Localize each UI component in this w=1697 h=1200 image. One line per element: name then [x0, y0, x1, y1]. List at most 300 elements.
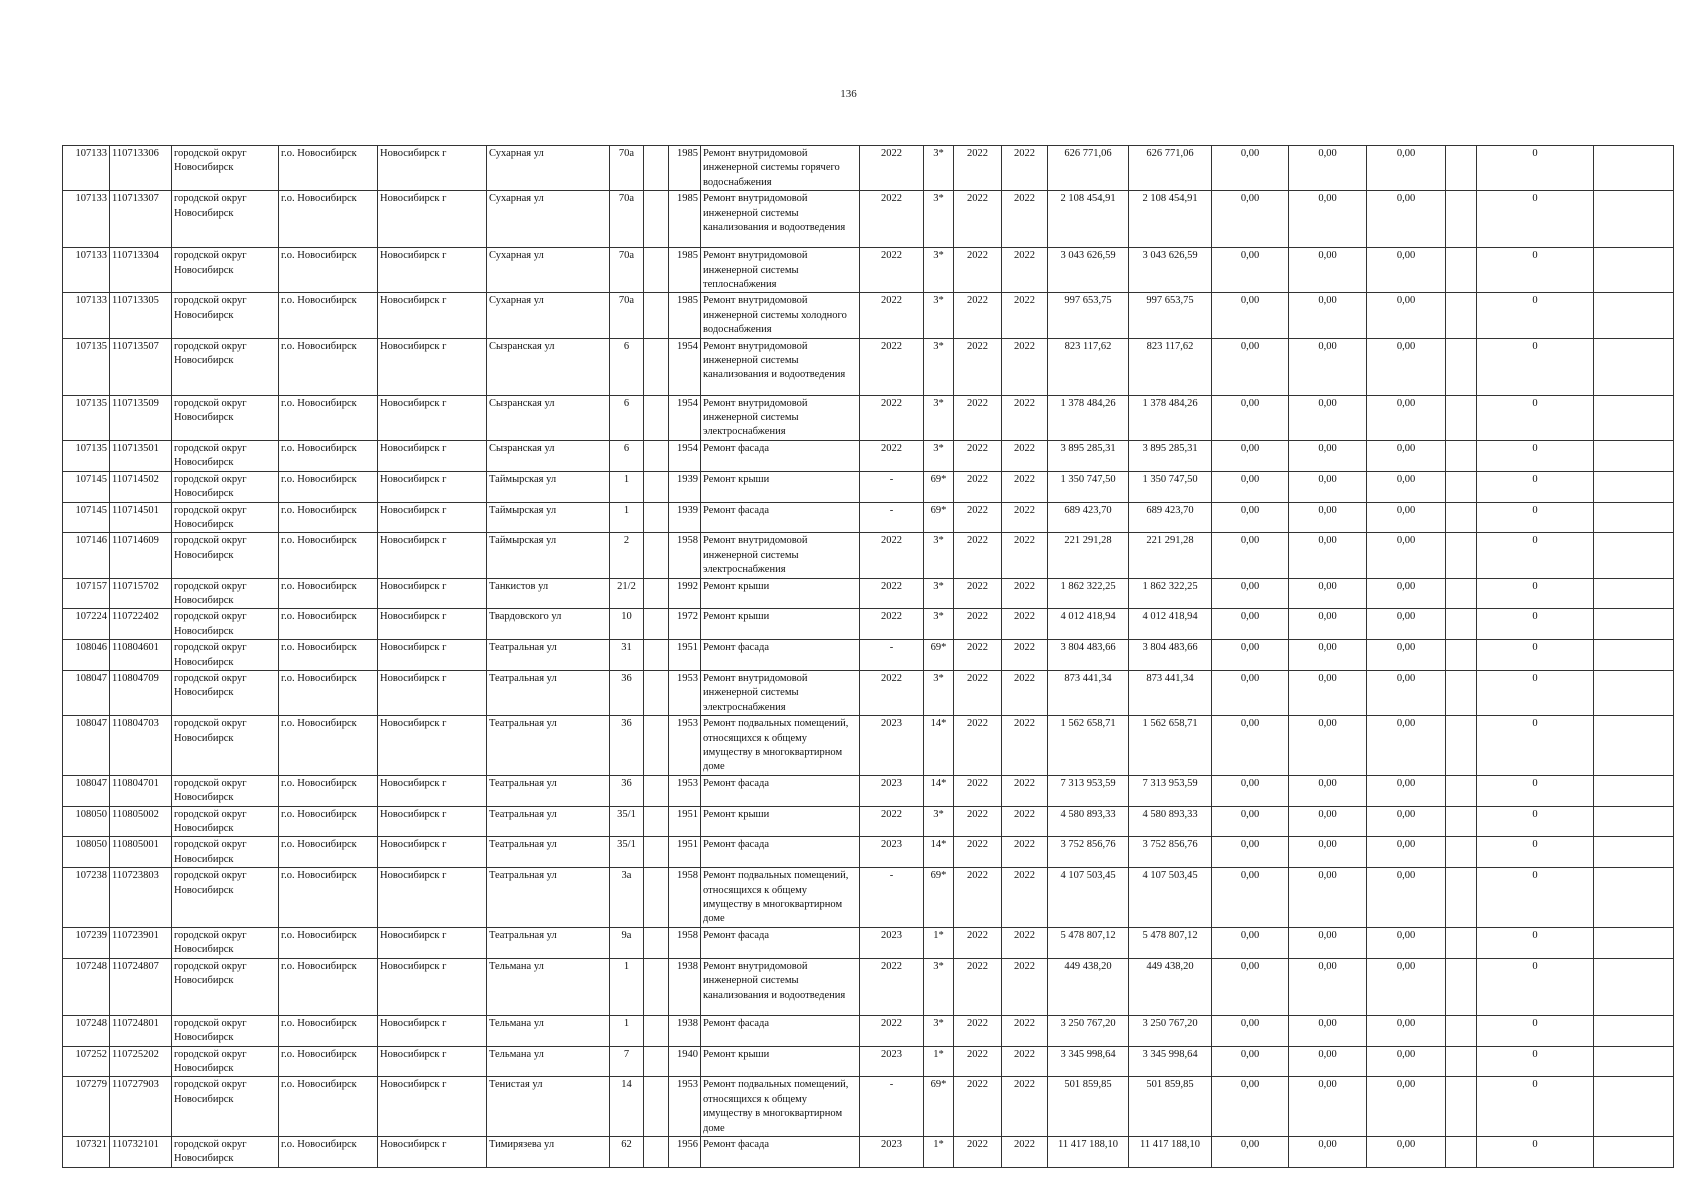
table-cell-col-9: 1954: [669, 338, 701, 395]
table-cell-col-3: городской округ Новосибирск: [172, 609, 279, 640]
table-cell-col-3: городской округ Новосибирск: [172, 471, 279, 502]
table-cell-col-18: 0,00: [1289, 146, 1367, 191]
table-cell-col-20: [1446, 1077, 1477, 1137]
table-cell-col-14: 2022: [1002, 338, 1048, 395]
table-cell-col-17: 0,00: [1212, 293, 1289, 338]
table-cell-col-5: Новосибирск г: [378, 578, 487, 609]
table-cell-col-2: 110713501: [110, 440, 172, 471]
table-cell-col-6: Театральная ул: [487, 716, 610, 776]
table-cell-col-14: 2022: [1002, 578, 1048, 609]
table-row: [63, 1046, 1674, 1077]
table-cell-col-14: 2022: [1002, 837, 1048, 868]
table-cell-col-12: 69*: [924, 471, 954, 502]
table-row: [63, 609, 1674, 640]
table-cell-col-12: 3*: [924, 440, 954, 471]
table-row: [63, 1136, 1674, 1167]
table-cell-col-22: [1594, 1015, 1674, 1046]
table-cell-col-21: 0: [1477, 775, 1594, 806]
table-cell-col-2: 110714609: [110, 533, 172, 578]
table-cell-col-16: 11 417 188,10: [1129, 1136, 1212, 1167]
table-cell-col-14: 2022: [1002, 927, 1048, 958]
table-cell-col-9: 1953: [669, 775, 701, 806]
table-cell-col-3: городской округ Новосибирск: [172, 806, 279, 837]
table-cell-col-19: 0,00: [1367, 533, 1446, 578]
table-cell-col-4: г.о. Новосибирск: [279, 1015, 378, 1046]
table-cell-col-22: [1594, 1046, 1674, 1077]
table-cell-col-11: 2022: [860, 338, 924, 395]
table-cell-col-10: Ремонт фасада: [701, 1136, 860, 1167]
table-cell-col-14: 2022: [1002, 471, 1048, 502]
table-cell-col-15: 5 478 807,12: [1048, 927, 1129, 958]
table-cell-col-11: 2022: [860, 1015, 924, 1046]
table-cell-col-9: 1985: [669, 293, 701, 338]
table-row: [63, 533, 1674, 578]
table-cell-col-16: 1 378 484,26: [1129, 395, 1212, 440]
table-cell-col-16: 4 012 418,94: [1129, 609, 1212, 640]
table-cell-col-22: [1594, 146, 1674, 191]
table-cell-col-3: городской округ Новосибирск: [172, 716, 279, 776]
table-cell-col-5: Новосибирск г: [378, 640, 487, 671]
table-cell-col-14: 2022: [1002, 1077, 1048, 1137]
table-cell-col-14: 2022: [1002, 395, 1048, 440]
table-cell-col-21: 0: [1477, 868, 1594, 928]
table-cell-col-20: [1446, 1046, 1477, 1077]
table-cell-col-19: 0,00: [1367, 471, 1446, 502]
table-cell-col-1: 107224: [63, 609, 110, 640]
table-cell-col-6: Таймырская ул: [487, 471, 610, 502]
table-cell-col-3: городской округ Новосибирск: [172, 578, 279, 609]
table-cell-col-14: 2022: [1002, 806, 1048, 837]
table-cell-col-1: 107133: [63, 146, 110, 191]
table-cell-col-7: 62: [610, 1136, 644, 1167]
table-cell-col-19: 0,00: [1367, 775, 1446, 806]
table-cell-col-3: городской округ Новосибирск: [172, 338, 279, 395]
table-cell-col-19: 0,00: [1367, 716, 1446, 776]
table-cell-col-10: Ремонт фасада: [701, 440, 860, 471]
table-cell-col-5: Новосибирск г: [378, 146, 487, 191]
table-cell-col-9: 1939: [669, 502, 701, 533]
table-cell-col-16: 4 580 893,33: [1129, 806, 1212, 837]
table-cell-col-13: 2022: [954, 471, 1002, 502]
table-cell-col-13: 2022: [954, 502, 1002, 533]
table-cell-col-12: 69*: [924, 868, 954, 928]
table-cell-col-19: 0,00: [1367, 146, 1446, 191]
table-cell-col-1: 107146: [63, 533, 110, 578]
table-cell-col-13: 2022: [954, 716, 1002, 776]
table-cell-col-19: 0,00: [1367, 1136, 1446, 1167]
table-cell-col-7: 6: [610, 440, 644, 471]
table-cell-col-12: 14*: [924, 716, 954, 776]
table-row: [63, 440, 1674, 471]
table-cell-col-10: Ремонт крыши: [701, 806, 860, 837]
table-cell-col-11: -: [860, 502, 924, 533]
table-cell-col-7: 70а: [610, 248, 644, 293]
table-cell-col-14: 2022: [1002, 716, 1048, 776]
table-cell-col-21: 0: [1477, 502, 1594, 533]
table-row: [63, 248, 1674, 293]
table-cell-col-17: 0,00: [1212, 395, 1289, 440]
table-cell-col-1: 107279: [63, 1077, 110, 1137]
table-cell-col-22: [1594, 806, 1674, 837]
table-row: [63, 1077, 1674, 1137]
table-cell-col-20: [1446, 670, 1477, 715]
table-cell-col-18: 0,00: [1289, 837, 1367, 868]
table-cell-col-8: [644, 1077, 669, 1137]
table-cell-col-15: 501 859,85: [1048, 1077, 1129, 1137]
table-cell-col-1: 107135: [63, 395, 110, 440]
table-cell-col-12: 3*: [924, 395, 954, 440]
table-cell-col-5: Новосибирск г: [378, 338, 487, 395]
table-cell-col-10: Ремонт фасада: [701, 1015, 860, 1046]
table-cell-col-13: 2022: [954, 958, 1002, 1015]
table-cell-col-15: 4 107 503,45: [1048, 868, 1129, 928]
table-cell-col-19: 0,00: [1367, 837, 1446, 868]
table-cell-col-13: 2022: [954, 1077, 1002, 1137]
table-cell-col-8: [644, 806, 669, 837]
table-cell-col-11: 2022: [860, 248, 924, 293]
table-cell-col-2: 110805002: [110, 806, 172, 837]
table-cell-col-18: 0,00: [1289, 1046, 1367, 1077]
table-cell-col-21: 0: [1477, 146, 1594, 191]
table-cell-col-11: 2023: [860, 927, 924, 958]
table-cell-col-4: г.о. Новосибирск: [279, 1136, 378, 1167]
table-cell-col-20: [1446, 146, 1477, 191]
table-cell-col-10: Ремонт подвальных помещений, относящихся к общему имуществу в многоквартирном доме: [701, 868, 860, 928]
table-row: [63, 716, 1674, 776]
table-cell-col-8: [644, 471, 669, 502]
table-cell-col-17: 0,00: [1212, 440, 1289, 471]
table-cell-col-8: [644, 775, 669, 806]
table-cell-col-16: 3 345 998,64: [1129, 1046, 1212, 1077]
table-cell-col-1: 108050: [63, 806, 110, 837]
table-cell-col-10: Ремонт фасада: [701, 502, 860, 533]
table-row: [63, 502, 1674, 533]
table-cell-col-17: 0,00: [1212, 533, 1289, 578]
table-cell-col-2: 110713305: [110, 293, 172, 338]
table-cell-col-14: 2022: [1002, 1046, 1048, 1077]
table-cell-col-6: Танкистов ул: [487, 578, 610, 609]
table-cell-col-10: Ремонт фасада: [701, 927, 860, 958]
table-row: [63, 471, 1674, 502]
table-cell-col-15: 449 438,20: [1048, 958, 1129, 1015]
table-cell-col-4: г.о. Новосибирск: [279, 806, 378, 837]
table-cell-col-13: 2022: [954, 395, 1002, 440]
table-cell-col-20: [1446, 1136, 1477, 1167]
table-cell-col-12: 3*: [924, 958, 954, 1015]
table-cell-col-3: городской округ Новосибирск: [172, 395, 279, 440]
table-cell-col-13: 2022: [954, 868, 1002, 928]
table-cell-col-11: -: [860, 868, 924, 928]
table-cell-col-12: 3*: [924, 806, 954, 837]
table-cell-col-15: 689 423,70: [1048, 502, 1129, 533]
table-cell-col-17: 0,00: [1212, 775, 1289, 806]
table-cell-col-4: г.о. Новосибирск: [279, 927, 378, 958]
table-cell-col-7: 31: [610, 640, 644, 671]
table-cell-col-18: 0,00: [1289, 806, 1367, 837]
table-row: [63, 837, 1674, 868]
table-cell-col-13: 2022: [954, 640, 1002, 671]
table-cell-col-20: [1446, 293, 1477, 338]
table-cell-col-16: 3 752 856,76: [1129, 837, 1212, 868]
table-cell-col-9: 1953: [669, 1077, 701, 1137]
table-cell-col-11: 2022: [860, 293, 924, 338]
table-cell-col-2: 110715702: [110, 578, 172, 609]
table-cell-col-4: г.о. Новосибирск: [279, 958, 378, 1015]
table-cell-col-7: 3а: [610, 868, 644, 928]
table-cell-col-17: 0,00: [1212, 1077, 1289, 1137]
table-cell-col-10: Ремонт фасада: [701, 775, 860, 806]
table-cell-col-6: Театральная ул: [487, 837, 610, 868]
table-cell-col-15: 4 580 893,33: [1048, 806, 1129, 837]
table-cell-col-7: 36: [610, 670, 644, 715]
table-cell-col-18: 0,00: [1289, 502, 1367, 533]
table-cell-col-20: [1446, 440, 1477, 471]
table-cell-col-16: 221 291,28: [1129, 533, 1212, 578]
table-cell-col-20: [1446, 868, 1477, 928]
table-cell-col-16: 4 107 503,45: [1129, 868, 1212, 928]
table-cell-col-6: Тельмана ул: [487, 1046, 610, 1077]
table-cell-col-13: 2022: [954, 806, 1002, 837]
table-cell-col-15: 873 441,34: [1048, 670, 1129, 715]
table-row: [63, 927, 1674, 958]
table-cell-col-15: 626 771,06: [1048, 146, 1129, 191]
table-cell-col-9: 1939: [669, 471, 701, 502]
table-cell-col-15: 3 895 285,31: [1048, 440, 1129, 471]
table-cell-col-15: 4 012 418,94: [1048, 609, 1129, 640]
table-cell-col-5: Новосибирск г: [378, 440, 487, 471]
table-cell-col-16: 3 250 767,20: [1129, 1015, 1212, 1046]
table-cell-col-21: 0: [1477, 1136, 1594, 1167]
table-cell-col-7: 70а: [610, 191, 644, 248]
table-cell-col-17: 0,00: [1212, 578, 1289, 609]
table-cell-col-8: [644, 927, 669, 958]
table-cell-col-20: [1446, 578, 1477, 609]
table-cell-col-19: 0,00: [1367, 806, 1446, 837]
table-cell-col-7: 14: [610, 1077, 644, 1137]
table-row: [63, 958, 1674, 1015]
table-cell-col-4: г.о. Новосибирск: [279, 293, 378, 338]
table-cell-col-13: 2022: [954, 338, 1002, 395]
table-cell-col-19: 0,00: [1367, 338, 1446, 395]
table-cell-col-4: г.о. Новосибирск: [279, 716, 378, 776]
table-cell-col-19: 0,00: [1367, 248, 1446, 293]
table-cell-col-20: [1446, 1015, 1477, 1046]
table-cell-col-22: [1594, 502, 1674, 533]
table-cell-col-22: [1594, 1136, 1674, 1167]
table-cell-col-3: городской округ Новосибирск: [172, 1015, 279, 1046]
table-cell-col-17: 0,00: [1212, 471, 1289, 502]
table-cell-col-15: 3 345 998,64: [1048, 1046, 1129, 1077]
table-cell-col-1: 108047: [63, 670, 110, 715]
table-cell-col-7: 2: [610, 533, 644, 578]
table-cell-col-5: Новосибирск г: [378, 191, 487, 248]
table-cell-col-20: [1446, 338, 1477, 395]
table-cell-col-17: 0,00: [1212, 191, 1289, 248]
table-row: [63, 191, 1674, 248]
table-row: [63, 775, 1674, 806]
table-cell-col-5: Новосибирск г: [378, 927, 487, 958]
table-cell-col-17: 0,00: [1212, 868, 1289, 928]
table-cell-col-20: [1446, 837, 1477, 868]
table-cell-col-6: Сухарная ул: [487, 293, 610, 338]
table-cell-col-15: 7 313 953,59: [1048, 775, 1129, 806]
table-cell-col-12: 3*: [924, 578, 954, 609]
table-cell-col-15: 3 804 483,66: [1048, 640, 1129, 671]
table-cell-col-22: [1594, 1077, 1674, 1137]
table-cell-col-10: Ремонт внутридомовой инженерной системы электроснабжения: [701, 395, 860, 440]
table-cell-col-5: Новосибирск г: [378, 502, 487, 533]
table-cell-col-17: 0,00: [1212, 1015, 1289, 1046]
table-cell-col-2: 110804601: [110, 640, 172, 671]
table-cell-col-21: 0: [1477, 338, 1594, 395]
table-cell-col-16: 7 313 953,59: [1129, 775, 1212, 806]
table-cell-col-10: Ремонт внутридомовой инженерной системы канализования и водоотведения: [701, 338, 860, 395]
table-cell-col-5: Новосибирск г: [378, 1046, 487, 1077]
table-cell-col-19: 0,00: [1367, 1015, 1446, 1046]
table-cell-col-9: 1992: [669, 578, 701, 609]
table-cell-col-22: [1594, 578, 1674, 609]
table-cell-col-13: 2022: [954, 670, 1002, 715]
table-cell-col-13: 2022: [954, 293, 1002, 338]
table-cell-col-16: 501 859,85: [1129, 1077, 1212, 1137]
table-cell-col-11: 2022: [860, 670, 924, 715]
table-cell-col-17: 0,00: [1212, 146, 1289, 191]
table-row: [63, 640, 1674, 671]
table-cell-col-18: 0,00: [1289, 716, 1367, 776]
table-cell-col-17: 0,00: [1212, 958, 1289, 1015]
table-cell-col-2: 110714502: [110, 471, 172, 502]
table-cell-col-11: 2022: [860, 440, 924, 471]
table-cell-col-18: 0,00: [1289, 868, 1367, 928]
table-cell-col-2: 110713304: [110, 248, 172, 293]
table-cell-col-15: 2 108 454,91: [1048, 191, 1129, 248]
table-cell-col-12: 3*: [924, 338, 954, 395]
table-cell-col-14: 2022: [1002, 293, 1048, 338]
table-cell-col-11: 2023: [860, 716, 924, 776]
table-cell-col-1: 107145: [63, 502, 110, 533]
table-cell-col-19: 0,00: [1367, 395, 1446, 440]
table-cell-col-7: 36: [610, 716, 644, 776]
table-cell-col-16: 2 108 454,91: [1129, 191, 1212, 248]
table-cell-col-22: [1594, 927, 1674, 958]
table-cell-col-4: г.о. Новосибирск: [279, 191, 378, 248]
table-cell-col-22: [1594, 338, 1674, 395]
table-cell-col-19: 0,00: [1367, 640, 1446, 671]
table-cell-col-22: [1594, 248, 1674, 293]
table-cell-col-15: 1 350 747,50: [1048, 471, 1129, 502]
table-cell-col-17: 0,00: [1212, 1136, 1289, 1167]
table-cell-col-18: 0,00: [1289, 293, 1367, 338]
table-cell-col-21: 0: [1477, 395, 1594, 440]
table-cell-col-3: городской округ Новосибирск: [172, 502, 279, 533]
table-cell-col-20: [1446, 248, 1477, 293]
table-cell-col-21: 0: [1477, 471, 1594, 502]
table-row: [63, 338, 1674, 395]
table-cell-col-1: 108046: [63, 640, 110, 671]
table-cell-col-18: 0,00: [1289, 471, 1367, 502]
table-cell-col-7: 9а: [610, 927, 644, 958]
table-cell-col-22: [1594, 670, 1674, 715]
table-cell-col-9: 1954: [669, 440, 701, 471]
table-cell-col-10: Ремонт внутридомовой инженерной системы канализования и водоотведения: [701, 191, 860, 248]
table-cell-col-9: 1954: [669, 395, 701, 440]
table-cell-col-8: [644, 440, 669, 471]
table-cell-col-17: 0,00: [1212, 609, 1289, 640]
table-cell-col-6: Театральная ул: [487, 775, 610, 806]
table-cell-col-8: [644, 578, 669, 609]
table-cell-col-1: 107321: [63, 1136, 110, 1167]
table-cell-col-2: 110805001: [110, 837, 172, 868]
table-cell-col-18: 0,00: [1289, 440, 1367, 471]
table-cell-col-1: 107145: [63, 471, 110, 502]
table-cell-col-14: 2022: [1002, 609, 1048, 640]
table-cell-col-17: 0,00: [1212, 806, 1289, 837]
table-cell-col-8: [644, 191, 669, 248]
table-cell-col-11: 2023: [860, 837, 924, 868]
table-cell-col-10: Ремонт внутридомовой инженерной системы канализования и водоотведения: [701, 958, 860, 1015]
table-cell-col-17: 0,00: [1212, 248, 1289, 293]
table-cell-col-15: 997 653,75: [1048, 293, 1129, 338]
table-cell-col-8: [644, 293, 669, 338]
table-cell-col-7: 6: [610, 338, 644, 395]
table-cell-col-16: 1 562 658,71: [1129, 716, 1212, 776]
table-cell-col-14: 2022: [1002, 868, 1048, 928]
table-cell-col-19: 0,00: [1367, 191, 1446, 248]
table-cell-col-4: г.о. Новосибирск: [279, 1077, 378, 1137]
table-cell-col-3: городской округ Новосибирск: [172, 248, 279, 293]
repair-register-table: [62, 145, 1674, 1168]
table-cell-col-9: 1940: [669, 1046, 701, 1077]
table-cell-col-17: 0,00: [1212, 1046, 1289, 1077]
table-cell-col-4: г.о. Новосибирск: [279, 146, 378, 191]
table-cell-col-16: 1 350 747,50: [1129, 471, 1212, 502]
table-cell-col-5: Новосибирск г: [378, 837, 487, 868]
table-cell-col-8: [644, 1046, 669, 1077]
table-cell-col-15: 1 562 658,71: [1048, 716, 1129, 776]
table-cell-col-6: Таймырская ул: [487, 502, 610, 533]
table-cell-col-18: 0,00: [1289, 775, 1367, 806]
table-cell-col-12: 14*: [924, 775, 954, 806]
table-cell-col-9: 1951: [669, 806, 701, 837]
table-cell-col-11: -: [860, 1077, 924, 1137]
table-cell-col-22: [1594, 440, 1674, 471]
table-cell-col-7: 35/1: [610, 806, 644, 837]
table-cell-col-2: 110714501: [110, 502, 172, 533]
table-cell-col-1: 107239: [63, 927, 110, 958]
table-cell-col-21: 0: [1477, 293, 1594, 338]
table-cell-col-2: 110722402: [110, 609, 172, 640]
table-cell-col-15: 3 043 626,59: [1048, 248, 1129, 293]
table-cell-col-21: 0: [1477, 958, 1594, 1015]
table-cell-col-17: 0,00: [1212, 338, 1289, 395]
table-cell-col-17: 0,00: [1212, 716, 1289, 776]
table-cell-col-5: Новосибирск г: [378, 533, 487, 578]
table-cell-col-3: городской округ Новосибирск: [172, 640, 279, 671]
table-cell-col-9: 1938: [669, 958, 701, 1015]
table-cell-col-18: 0,00: [1289, 248, 1367, 293]
table-cell-col-2: 110725202: [110, 1046, 172, 1077]
table-row: [63, 1015, 1674, 1046]
table-cell-col-12: 3*: [924, 146, 954, 191]
table-cell-col-20: [1446, 609, 1477, 640]
table-cell-col-16: 873 441,34: [1129, 670, 1212, 715]
table-cell-col-7: 21/2: [610, 578, 644, 609]
table-cell-col-2: 110724807: [110, 958, 172, 1015]
table-cell-col-7: 6: [610, 395, 644, 440]
table-cell-col-4: г.о. Новосибирск: [279, 640, 378, 671]
table-cell-col-8: [644, 248, 669, 293]
table-cell-col-8: [644, 837, 669, 868]
